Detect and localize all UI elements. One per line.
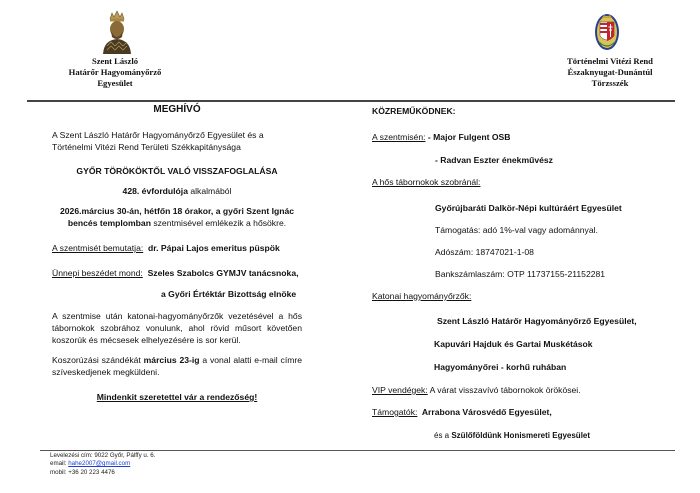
email-line xyxy=(50,460,155,468)
speaker-label: Ünnepi beszédet mond: xyxy=(52,268,143,278)
speaker-title: a Győri Értéktár Bizottság elnöke xyxy=(161,289,297,299)
postal-address: Levelezési cím: 9022 Győr, Pálffy u. 6. xyxy=(50,452,156,459)
procession-text: A szentmise után katonai-hagyományőrzők vezetésével a hős tábornokok szobrához vonulunk, ahol rövid műsort követően koszorúk és mécsesek elhelyezésére is sor kerül. xyxy=(52,311,302,346)
sponsor-2-pre: és a xyxy=(434,431,452,440)
statue-organization: Győrújbaráti Dalkör-Népi kultúráért Egyesület xyxy=(435,203,622,213)
left-org-line: Határőr Hagyományőrző xyxy=(68,67,162,77)
invitation-intro: A Szent László Határőr Hagyományőrző Egyesület és a Történelmi Vitézi Rend Területi Székkapitánysága xyxy=(52,130,264,152)
celebrant-name: dr. Pápai Lajos emeritus püspök xyxy=(148,243,280,253)
email-label: email: xyxy=(50,460,69,468)
header-divider xyxy=(27,100,675,102)
speaker-name: Szeles Szabolcs GYMJV tanácsnoka, xyxy=(147,268,299,278)
celebrant-label: A szentmisét bemutatja: xyxy=(52,243,144,253)
left-org-line: Egyesület xyxy=(97,78,133,88)
sponsor-1: Arrabona Városvédő Egyesület, xyxy=(417,407,552,417)
wreath-pre: Koszorúzási szándékát xyxy=(52,355,144,365)
email-link[interactable]: hahe2007@gmail.com xyxy=(68,460,131,468)
vip-value: A várat visszavívó tábornokok örökösei. xyxy=(427,385,581,395)
mobile-number: mobil: +36 20 223 4476 xyxy=(50,468,115,476)
invitation-title: MEGHÍVÓ xyxy=(153,104,201,115)
mass-contributor-2: - Radvan Eszter énekművész xyxy=(435,155,553,165)
wreath-post: a vonal alatti e-mail címre szíveskedjenek megküldeni. xyxy=(52,355,303,378)
sponsor-2-line xyxy=(434,430,590,442)
footer-contact xyxy=(50,452,155,477)
date-location xyxy=(52,206,302,229)
military-group-3: Hagyományőrei - korhű ruhában xyxy=(434,362,567,372)
celebrant-line xyxy=(52,243,312,255)
speaker-line xyxy=(52,268,312,280)
right-organization-name xyxy=(540,56,680,89)
military-group-1: Szent László Határőr Hagyományőrző Egyesület, xyxy=(437,316,637,326)
left-org-line: Szent László xyxy=(91,56,139,66)
right-org-line: Történelmi Vitézi Rend xyxy=(567,56,653,66)
bank-account: Bankszámlaszám: OTP 11737155-21152281 xyxy=(435,269,606,279)
mass-contributors-label: A szentmisén: xyxy=(372,132,426,142)
anniversary-line xyxy=(52,186,302,198)
left-organization-name xyxy=(55,56,175,89)
military-group-2: Kapuvári Hajduk és Gartai Muskétások xyxy=(434,339,593,349)
saint-ladislaus-bust-logo xyxy=(101,10,133,55)
mass-contributors-line xyxy=(372,132,662,144)
right-org-line: Északnyugat-Dunántúl xyxy=(567,67,653,77)
support-line: Támogatás: adó 1%-val vagy adománnyal. xyxy=(435,225,598,235)
date-location-rest: szentmisével emlékezik a hősökre. xyxy=(150,217,287,228)
anniversary-bold: 428. évfordulója xyxy=(122,186,188,196)
sponsor-2: Szülőföldünk Honismereti Egyesület xyxy=(451,431,591,440)
hungarian-coat-of-arms-logo xyxy=(594,12,620,52)
contributors-title: KÖZREMŰKÖDNEK: xyxy=(372,106,456,116)
footer-divider xyxy=(40,450,675,451)
wreath-notice xyxy=(52,354,302,378)
anniversary-rest: alkalmából xyxy=(187,186,232,196)
event-title: GYŐR TÖRÖKÖKTŐL VALÓ VISSZAFOGLALÁSA xyxy=(76,166,278,176)
military-label: Katonai hagyományőrzők: xyxy=(372,291,472,301)
sponsors-label: Támogatók: xyxy=(372,407,418,417)
wreath-deadline: március 23-ig xyxy=(143,355,200,365)
tax-id: Adószám: 18747021-1-08 xyxy=(435,247,534,257)
closing-line: Mindenkit szeretettel vár a rendezőség! xyxy=(96,392,258,402)
vip-line xyxy=(372,385,662,397)
sponsors-line xyxy=(372,407,662,419)
statue-label: A hős tábornokok szobránál: xyxy=(372,177,481,187)
right-org-line: Törzsszék xyxy=(591,78,629,88)
mass-contributor-1: - Major Fulgent OSB xyxy=(425,132,511,142)
vip-label: VIP vendégek: xyxy=(372,385,428,395)
date-location-bold: 2026.március 30-án, hétfőn 18 órakor, a győri Szent Ignác bencés templomban xyxy=(59,206,295,228)
